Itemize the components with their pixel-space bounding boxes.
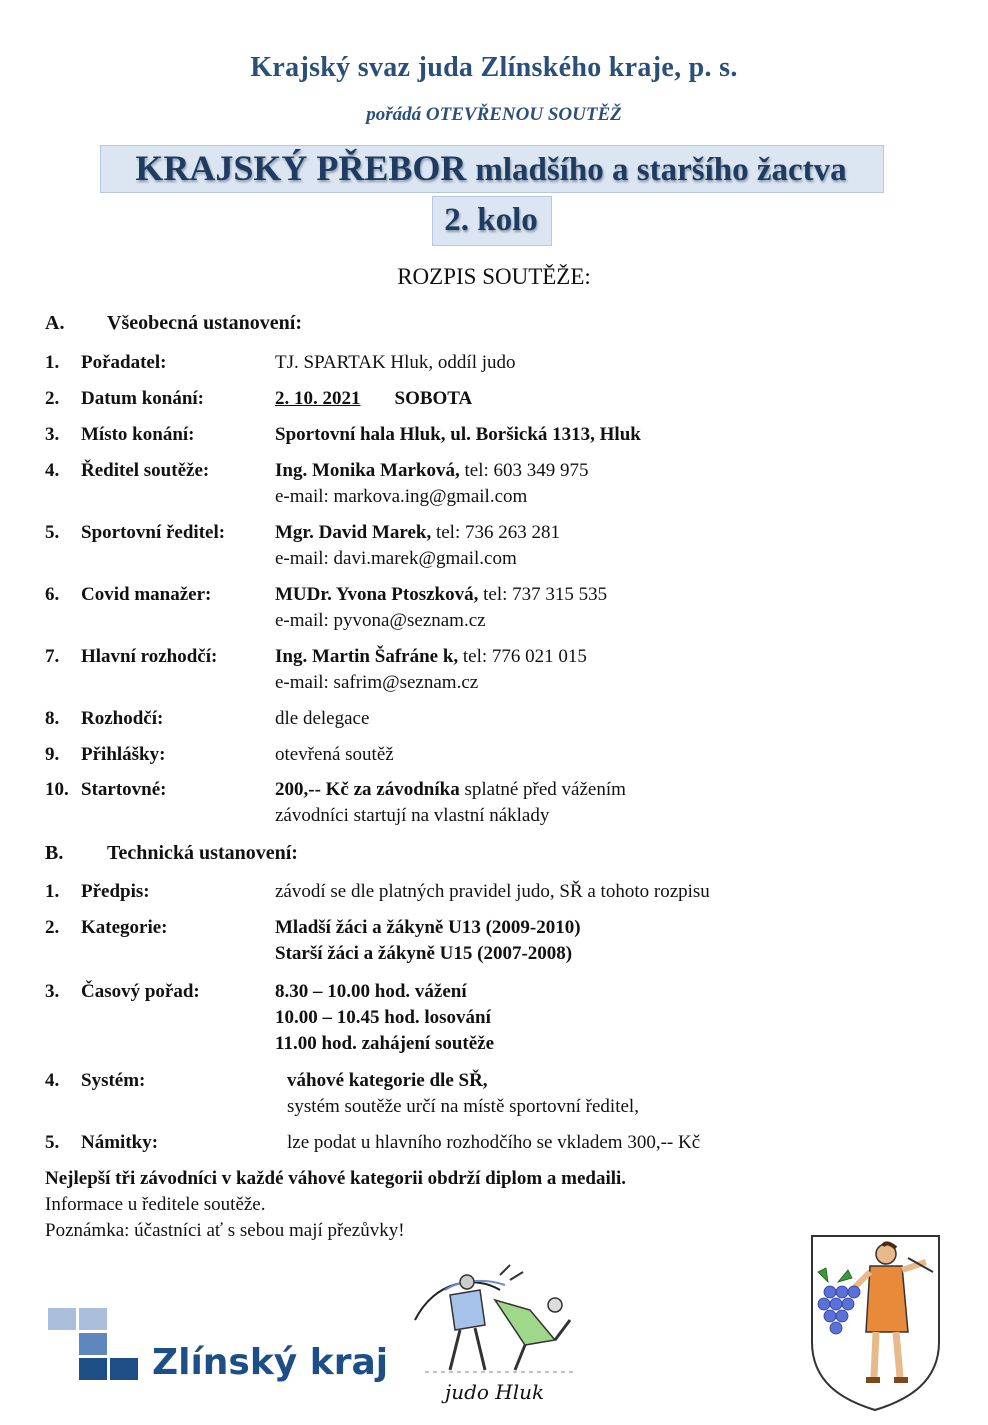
- item-value-line2: systém soutěže určí na místě sportovní ředitel,: [287, 1096, 639, 1117]
- item-label: Startovné:: [81, 779, 167, 800]
- item-number: 2.: [45, 917, 60, 938]
- contact-name: Mgr. David Marek,: [275, 522, 432, 543]
- zlinsky-kraj-logo: [48, 1308, 389, 1383]
- logo-square: [79, 1308, 107, 1330]
- town-coat-of-arms: [808, 1232, 943, 1412]
- region-name: Zlínský kraj: [152, 1342, 389, 1383]
- item-number: 1.: [45, 881, 60, 902]
- item-label: Předpis:: [81, 881, 150, 902]
- logo-square: [79, 1358, 107, 1380]
- item-value: [275, 582, 607, 608]
- section-title: Všeobecná ustanovení:: [107, 312, 303, 334]
- category-younger: Mladší žáci a žákyně U13 (2009-2010): [275, 917, 581, 938]
- item-label: Kategorie:: [81, 917, 168, 938]
- item-label: Ředitel soutěže:: [81, 460, 210, 481]
- document-title: ROZPIS SOUTĚŽE:: [397, 264, 591, 289]
- item-number: 6.: [45, 584, 60, 605]
- contact-phone: tel: 776 021 015: [458, 646, 587, 667]
- item-label: Časový pořad:: [81, 981, 200, 1002]
- item-value-line2: závodníci startují na vlastní náklady: [275, 805, 550, 826]
- item-label: Místo konání:: [81, 424, 195, 445]
- schedule-draw: 10.00 – 10.45 hod. losování: [275, 1007, 491, 1028]
- info-note: Informace u ředitele soutěže.: [45, 1194, 266, 1215]
- item-value: [275, 777, 626, 803]
- item-number: 9.: [45, 744, 60, 765]
- contact-name: MUDr. Yvona Ptoszková,: [275, 584, 479, 605]
- item-label: Sportovní ředitel:: [81, 522, 226, 543]
- item-label: Pořadatel:: [81, 352, 167, 373]
- item-value: Sportovní hala Hluk, ul. Boršická 1313, Hluk: [275, 424, 641, 445]
- item-number: 2.: [45, 388, 60, 409]
- contact-name: Ing. Martin Šafráne k,: [275, 646, 459, 667]
- club-caption: judo Hluk: [445, 1380, 545, 1404]
- contact-phone: tel: 736 263 281: [431, 522, 560, 543]
- title-part1: KRAJSKÝ PŘEBOR: [135, 148, 467, 188]
- item-value: váhové kategorie dle SŘ,: [287, 1070, 488, 1091]
- item-label: Systém:: [81, 1070, 146, 1091]
- contact-email[interactable]: e-mail: safrim@seznam.cz: [275, 672, 479, 693]
- event-day: SOBOTA: [394, 388, 473, 409]
- item-value: otevřená soutěž: [275, 744, 394, 765]
- awards-note: Nejlepší tři závodníci v každé váhové kategorii obdrží diplom a medaili.: [45, 1168, 627, 1189]
- contact-email[interactable]: e-mail: pyvona@seznam.cz: [275, 610, 486, 631]
- item-label: Hlavní rozhodčí:: [81, 646, 218, 667]
- item-number: 7.: [45, 646, 60, 667]
- item-number: 5.: [45, 1132, 60, 1153]
- section-letter: B.: [45, 842, 64, 864]
- remark-note: Poznámka: účastníci ať s sebou mají přezůvky!: [45, 1220, 405, 1241]
- item-label: Covid manažer:: [81, 584, 212, 605]
- category-older: Starší žáci a žákyně U15 (2007-2008): [275, 943, 573, 964]
- main-title: [100, 145, 882, 193]
- item-value: [275, 458, 589, 484]
- item-label: Námitky:: [81, 1132, 159, 1153]
- section-letter: A.: [45, 312, 65, 334]
- title-part2: mladšího a staršího žactva: [475, 152, 847, 188]
- item-value: lze podat u hlavního rozhodčího se vkladem 300,-- Kč: [287, 1132, 701, 1153]
- logo-square: [48, 1308, 76, 1330]
- logo-square: [79, 1333, 107, 1355]
- item-number: 4.: [45, 1070, 60, 1091]
- event-date: 2. 10. 2021: [275, 388, 361, 409]
- schedule-weighin: 8.30 – 10.00 hod. vážení: [275, 981, 467, 1002]
- entry-fee: 200,-- Kč za závodníka: [275, 779, 460, 800]
- round-title: 2. kolo: [444, 202, 538, 238]
- contact-email[interactable]: e-mail: davi.marek@gmail.com: [275, 548, 517, 569]
- logo-square: [110, 1358, 138, 1380]
- judo-throw-illustration: [405, 1260, 585, 1385]
- subtitle: pořádá OTEVŘENOU SOUTĚŽ: [366, 104, 622, 125]
- item-number: 5.: [45, 522, 60, 543]
- item-number: 8.: [45, 708, 60, 729]
- item-number: 3.: [45, 981, 60, 1002]
- item-value: TJ. SPARTAK Hluk, oddíl judo: [275, 352, 516, 373]
- item-value: [275, 644, 587, 670]
- item-value: závodí se dle platných pravidel judo, SŘ a tohoto rozpisu: [275, 881, 710, 902]
- section-title: Technická ustanovení:: [107, 842, 298, 864]
- contact-phone: tel: 737 315 535: [478, 584, 608, 605]
- section-b-heading: [45, 842, 298, 865]
- item-label: Datum konání:: [81, 388, 204, 409]
- contact-name: Ing. Monika Marková,: [275, 460, 460, 481]
- item-label: Rozhodčí:: [81, 708, 164, 729]
- item-label: Přihlášky:: [81, 744, 166, 765]
- item-number: 3.: [45, 424, 60, 445]
- contact-phone: tel: 603 349 975: [459, 460, 589, 481]
- organization-name: Krajský svaz juda Zlínského kraje, p. s.: [250, 52, 738, 83]
- item-value: [275, 520, 560, 546]
- item-value: [275, 386, 472, 412]
- section-a-heading: [45, 312, 302, 335]
- item-number: 1.: [45, 352, 60, 373]
- contact-email[interactable]: e-mail: markova.ing@gmail.com: [275, 486, 528, 507]
- fee-terms: splatné před vážením: [459, 779, 626, 800]
- item-number: 10.: [45, 779, 69, 800]
- item-value: dle delegace: [275, 708, 370, 729]
- schedule-start: 11.00 hod. zahájení soutěže: [275, 1033, 495, 1054]
- item-number: 4.: [45, 460, 60, 481]
